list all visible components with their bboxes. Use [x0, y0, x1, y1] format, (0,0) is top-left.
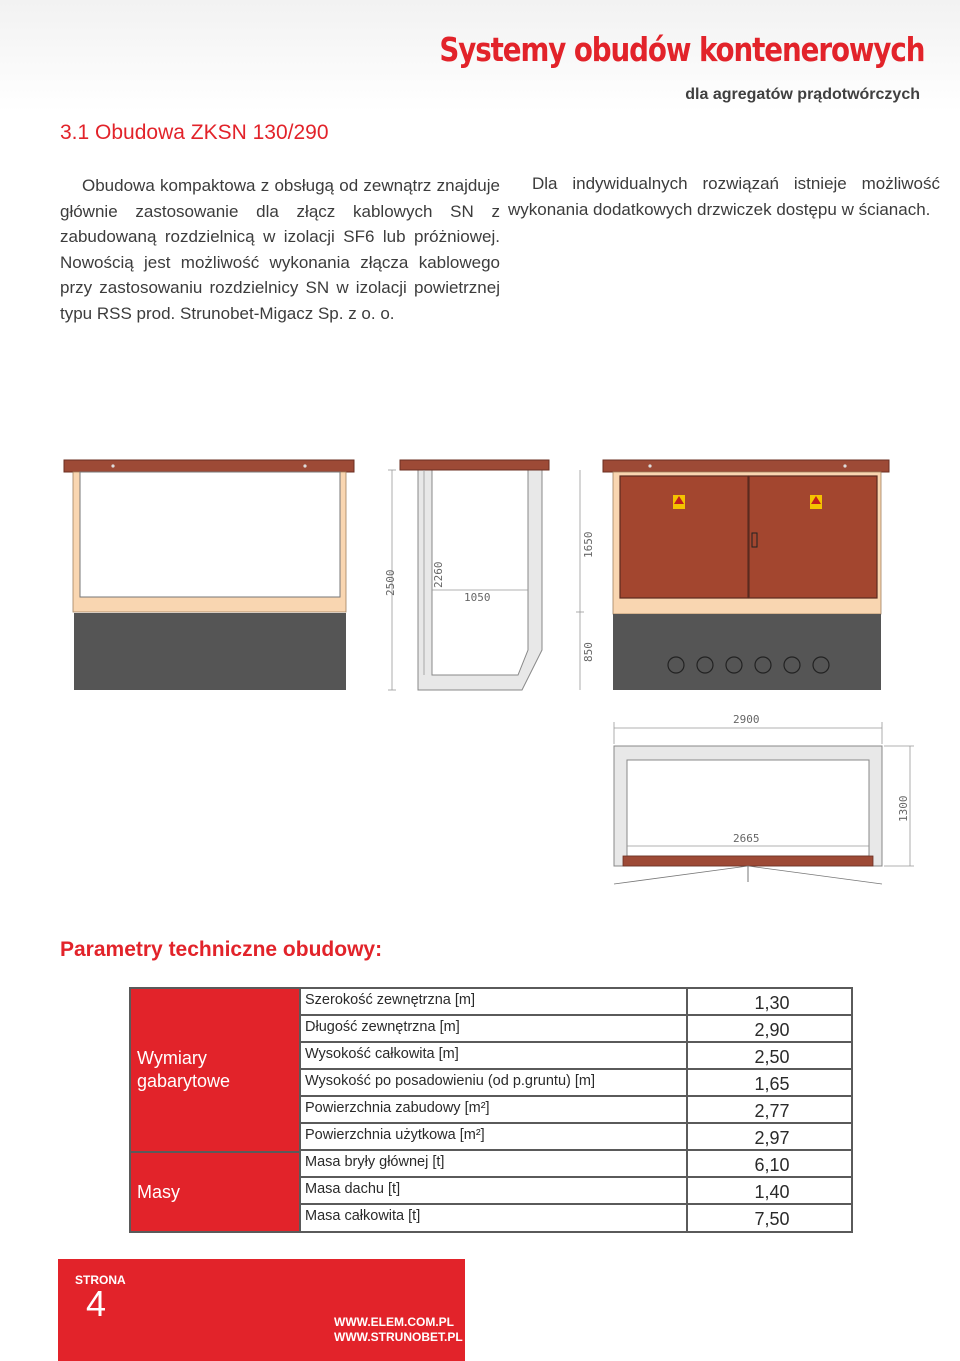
- plan-wall: [614, 746, 882, 866]
- table-row: [301, 1151, 851, 1178]
- website-link-elem[interactable]: WWW.ELEM.COM.PL: [334, 1315, 454, 1329]
- row-label: Powierzchnia zabudowy [m²]: [305, 1100, 490, 1116]
- intro-paragraph-left: Obudowa kompaktowa z obsługą od zewnątrz znajduje głównie zastosowanie dla złącz kablowych SN z zabudowaną rozdzielnicą w izolacji SF6 lub próżniowej. Nowością jest możliwość wykonania złącza kablowego przy zastosowaniu rozdzielnicy SN w izolacji powietrznej typu RSS prod. Strunobet-Migacz Sp. z o. o.: [60, 176, 500, 323]
- row-label: Wysokość po posadowieniu (od p.gruntu) [m]: [305, 1073, 596, 1089]
- table-row: [301, 1016, 851, 1043]
- row-value: 2,50: [754, 1047, 790, 1067]
- table-row: [301, 1124, 851, 1151]
- table-row: [301, 1097, 851, 1124]
- dim-height-inner: 2260: [432, 561, 445, 588]
- row-value: 7,50: [754, 1209, 790, 1229]
- dim-length-inner: 2665: [733, 832, 760, 845]
- foundation: [74, 613, 346, 690]
- warning-sign-icon: [673, 495, 685, 509]
- vent-panel: [80, 472, 340, 597]
- section-roof: [400, 460, 549, 470]
- row-value: 2,90: [754, 1020, 790, 1040]
- row-value: 1,65: [754, 1074, 790, 1094]
- dim-height-below-ground: 850: [582, 642, 595, 662]
- page-label: STRONA: [75, 1273, 126, 1287]
- roof: [64, 460, 354, 472]
- roof-bolt: [303, 464, 306, 467]
- category-masses: Masy: [131, 1153, 299, 1231]
- table-row: [301, 1070, 851, 1097]
- page-subtitle: dla agregatów prądotwórczych: [685, 86, 920, 103]
- row-value: 1,30: [754, 993, 790, 1013]
- front-elevation: [603, 460, 889, 690]
- warning-sign-icon: [810, 495, 822, 509]
- section-title: 3.1 Obudowa ZKSN 130/290: [60, 121, 329, 144]
- row-value: 1,40: [754, 1182, 790, 1202]
- door-left: [620, 476, 748, 598]
- door-right: [749, 476, 877, 598]
- row-label: Powierzchnia użytkowa [m²]: [305, 1127, 485, 1143]
- dim-depth-outer: 1300: [897, 795, 910, 822]
- row-value: 2,97: [754, 1128, 790, 1148]
- footer-band: [58, 1259, 465, 1361]
- table-row: [301, 1205, 851, 1232]
- roof-bolt: [111, 464, 114, 467]
- table-row: [301, 1043, 851, 1070]
- dim-width-inner: 1050: [464, 591, 491, 604]
- page-number: 4: [86, 1283, 107, 1324]
- row-value: 6,10: [754, 1155, 790, 1175]
- row-label: Wysokość całkowita [m]: [305, 1046, 459, 1062]
- cross-section: [384, 460, 595, 690]
- row-label: Masa całkowita [t]: [305, 1208, 421, 1224]
- row-label: Masa bryły głównej [t]: [305, 1154, 445, 1170]
- dim-height-above-ground: 1650: [582, 531, 595, 558]
- intro-paragraph-right: Dla indywidualnych rozwiązań istnieje możliwość wykonania dodatkowych drzwiczek dostępu w ścianach.: [508, 174, 940, 219]
- website-link-strunobet[interactable]: WWW.STRUNOBET.PL: [334, 1330, 463, 1344]
- category-dimensions: Wymiary gabarytowe: [131, 989, 299, 1151]
- side-elevation: [64, 460, 354, 690]
- params-table: [129, 987, 853, 1233]
- table-row: [301, 1178, 851, 1205]
- row-label: Masa dachu [t]: [305, 1181, 401, 1197]
- foundation: [613, 614, 881, 690]
- params-rows: [301, 989, 851, 1232]
- row-label: Szerokość zewnętrzna [m]: [305, 992, 476, 1008]
- row-label: Długość zewnętrzna [m]: [305, 1019, 460, 1035]
- dim-height-total: 2500: [384, 569, 397, 596]
- table-row: [301, 989, 851, 1016]
- plan-door-strip: [623, 856, 873, 866]
- plan-view: [614, 713, 914, 884]
- row-value: 2,77: [754, 1101, 790, 1121]
- params-title: Parametry techniczne obudowy:: [60, 938, 383, 961]
- technical-drawing: [0, 440, 960, 900]
- dim-length-outer: 2900: [733, 713, 760, 726]
- page-title: Systemy obudów kontenerowych: [439, 30, 924, 69]
